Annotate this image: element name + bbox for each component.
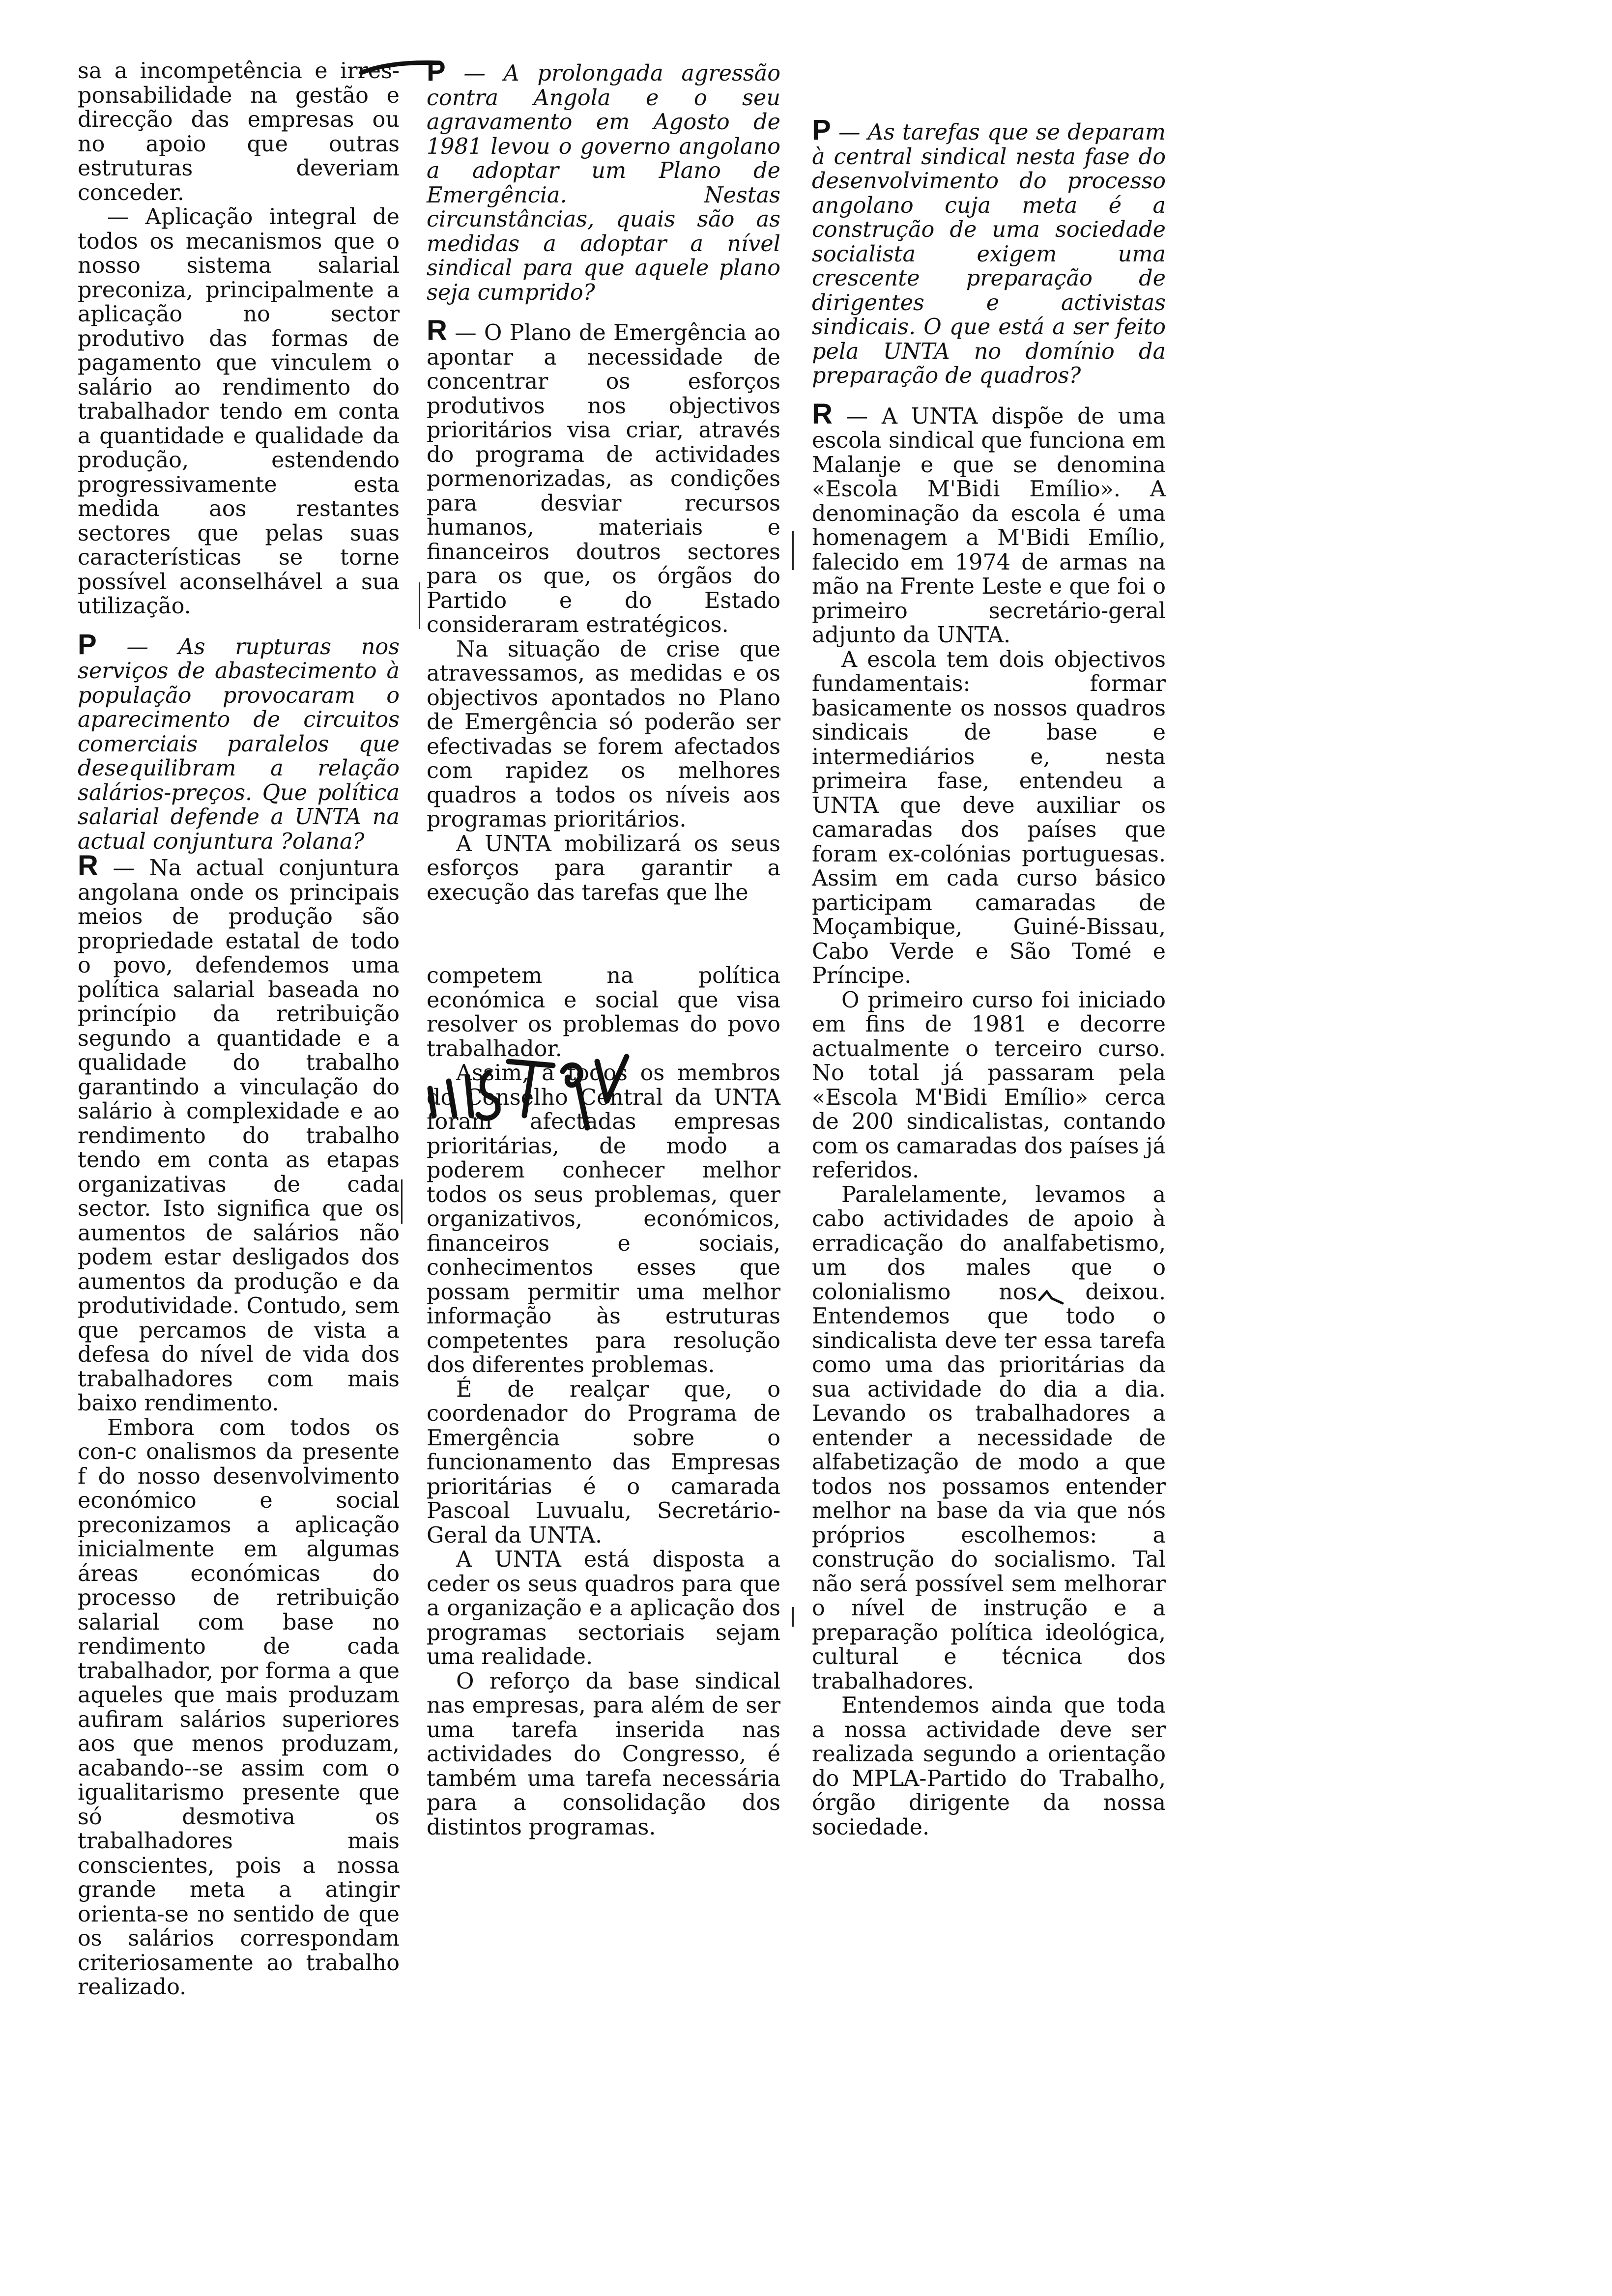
paragraph: O reforço da base sindical nas empresas, para além de ser uma tarefa inserida nas actividades do Congresso, é também uma tarefa necessária para a consolidação dos distintos programas. — [427, 1668, 780, 1840]
answer-paragraph — [427, 315, 780, 637]
margin-mark — [792, 1607, 794, 1627]
paragraph: Paralelamente, levamos a cabo actividades de apoio à erradicação do analfabetismo, um dos males que o colonialismo nos deixou. Entendemos que todo o sindicalista deve ter essa tarefa como uma das prioritárias da sua actividade do dia a dia. Levando os trabalhadores a entender a necessidade de alfabetização de modo a que todos nos possamos entender melhor na base da via que nós próprios escolhemos: a construção do socialismo. Tal não será possível sem melhorar o nível de instrução e a preparação política ideológica, cultural e técnica dos trabalhadores. — [812, 1182, 1166, 1694]
column-2 — [427, 55, 780, 1840]
paragraph: A escola tem dois objectivos fundamentais: formar basicamente os nossos quadros sindicais de base e intermediários e, nesta primeira fase, entendeu a UNTA que deve auxiliar os camaradas dos países que foram ex-colónias portuguesas. Assim em cada curso básico participam camaradas de Moçambique, Guiné-Bissau, Cabo Verde e São Tomé e Príncipe. — [812, 647, 1166, 988]
paragraph: É de realçar que, o coordenador do Programa de Emergência sobre o funcionamento das Empresas prioritárias é o camarada Pascoal Luvualu, Secretário-Geral da UNTA. — [427, 1377, 780, 1548]
paragraph: Na situação de crise que atravessamos, as medidas e os objectivos apontados no Plano de Emergência só poderão ser efectivadas se forem afectados com rapidez os melhores quadros a todos os níveis aos programas prioritários. — [427, 636, 780, 832]
paragraph: A UNTA está disposta a ceder os seus quadros para que a organização e a aplicação dos programas sectoriais sejam uma realidade. — [427, 1547, 780, 1669]
answer-text: — A UNTA dispõe de uma escola sindical que funciona em Malanje e que se denomina «Escola M'Bidi Emílio». A denominação da escola é uma homenagem a M'Bidi Emílio, falecido em 1974 de armas na mão na Frente Leste e que foi o primeiro secretário-geral adjunto da UNTA. — [812, 403, 1166, 648]
paragraph: Assim, a todos os membros do Conselho Central da UNTA foram afectadas empresas prioritárias, de modo a poderem conhecer melhor todos os seus problemas, quer organizativos, económicos, financeiros e sociais, conhecimentos esses que possam permitir uma melhor informação às estruturas competentes para resolução dos diferentes problemas. — [427, 1061, 780, 1378]
answer-text: — O Plano de Emergência ao apontar a necessidade de concentrar os esforços produtivos nos objectivos prioritários visa criar, através do programa de actividades pormenorizadas, as condições para desviar recursos humanos, materiais e financeiros doutros sectores para os que, os órgãos do Partido e do Estado consideraram estratégicos. — [427, 320, 780, 637]
question-text: — A prolongada agressão contra Angola e o seu agravamento em Agosto de 1981 levou o governo angolano a adoptar um Plano de Emergência. Nestas circunstâncias, quais são as medidas a adoptar a nível sindical para que aquele plano seja cumprido? — [427, 61, 780, 305]
question-marker: P — [78, 628, 97, 660]
question-paragraph — [78, 628, 400, 854]
column-1 — [78, 59, 400, 2000]
margin-mark — [792, 531, 794, 570]
answer-marker: R — [812, 398, 833, 430]
question-text: — As tarefas que se deparam à central sindical nesta fase do desenvolvimento do processo angolano cuja meta é a construção de uma sociedade socialista exigem uma crescente preparação de dirigentes e activistas sindicais. O que está a ser feito pela UNTA no domínio da preparação de quadros? — [812, 120, 1166, 388]
answer-marker: R — [427, 315, 447, 346]
answer-marker: R — [78, 850, 98, 882]
margin-mark — [401, 1179, 403, 1224]
question-marker: P — [427, 55, 446, 87]
paragraph: O primeiro curso foi iniciado em fins de 1981 e decorre actualmente o terceiro curso. No total já passaram pela «Escola M'Bidi Emílio» cerca de 200 sindicalistas, contando com os camaradas dos países já referidos. — [812, 987, 1166, 1183]
question-paragraph — [427, 55, 780, 305]
answer-paragraph — [78, 850, 400, 1416]
question-text: — As rupturas nos serviços de abastecimento à população provocaram o aparecimento de circuitos comerciais paralelos que desequilibram a relação salários-preços. Que política salarial defende a UNTA na actual conjuntura ?olana? — [78, 634, 400, 854]
paragraph: sa a incompetência e irres-ponsabilidade na gestão e direcção das empresas ou no apoio que outras estruturas deveriam conceder. — [78, 58, 400, 205]
margin-mark — [419, 582, 420, 629]
paragraph: A UNTA mobilizará os seus esforços para garantir a execução das tarefas que lhe — [427, 831, 780, 905]
paragraph: Embora com todos os con-c onalismos da presente f do nosso desenvolvimento económico e social preconizamos a aplicação inicialmente em algumas áreas económicas do processo de retribuição salarial com base no rendimento de cada trabalhador, por forma a que aqueles que mais produzam aufiram salários superiores aos que menos produzam, acabando--se assim com o igualitarismo presente que só desmotiva os trabalhadores mais conscientes, pois a nossa grande meta a atingir orienta-se no sentido de que os salários correspondam criteriosamente ao trabalho realizado. — [78, 1415, 400, 2000]
paragraph: Entendemos ainda que toda a nossa actividade deve ser realizada segundo a orientação do MPLA-Partido do Trabalho, órgão dirigente da nossa sociedade. — [812, 1693, 1166, 1840]
question-paragraph — [812, 114, 1166, 388]
answer-text: — Na actual conjuntura angolana onde os principais meios de produção são propriedade estatal de todo o povo, defendemos uma política salarial baseada no princípio da retribuição segundo a quantidade e a qualidade do trabalho garantindo a vinculação do salário à complexidade e ao rendimento do trabalho tendo em conta as etapas organizativas de cada sector. Isto significa que os aumentos de salários não podem estar desligados dos aumentos da produção e da produtividade. Contudo, sem que percamos de vista a defesa do nível de vida dos trabalhadores com mais baixo rendimento. — [78, 856, 400, 1416]
question-marker: P — [812, 114, 831, 146]
column-3 — [812, 114, 1166, 1840]
paragraph: — Aplicação integral de todos os mecanismos que o nosso sistema salarial preconiza, principalmente a aplicação no sector produtivo das formas de pagamento que vinculem o salário ao rendimento do trabalhador tendo em conta a quantidade e qualidade da produção, estendendo progressivamente esta medida aos restantes sectores que pelas suas características se torne possível aconselhável a sua utilização. — [78, 204, 400, 619]
answer-paragraph — [812, 398, 1166, 648]
paragraph: competem na política económica e social que visa resolver os problemas do povo trabalhador. — [427, 963, 780, 1062]
